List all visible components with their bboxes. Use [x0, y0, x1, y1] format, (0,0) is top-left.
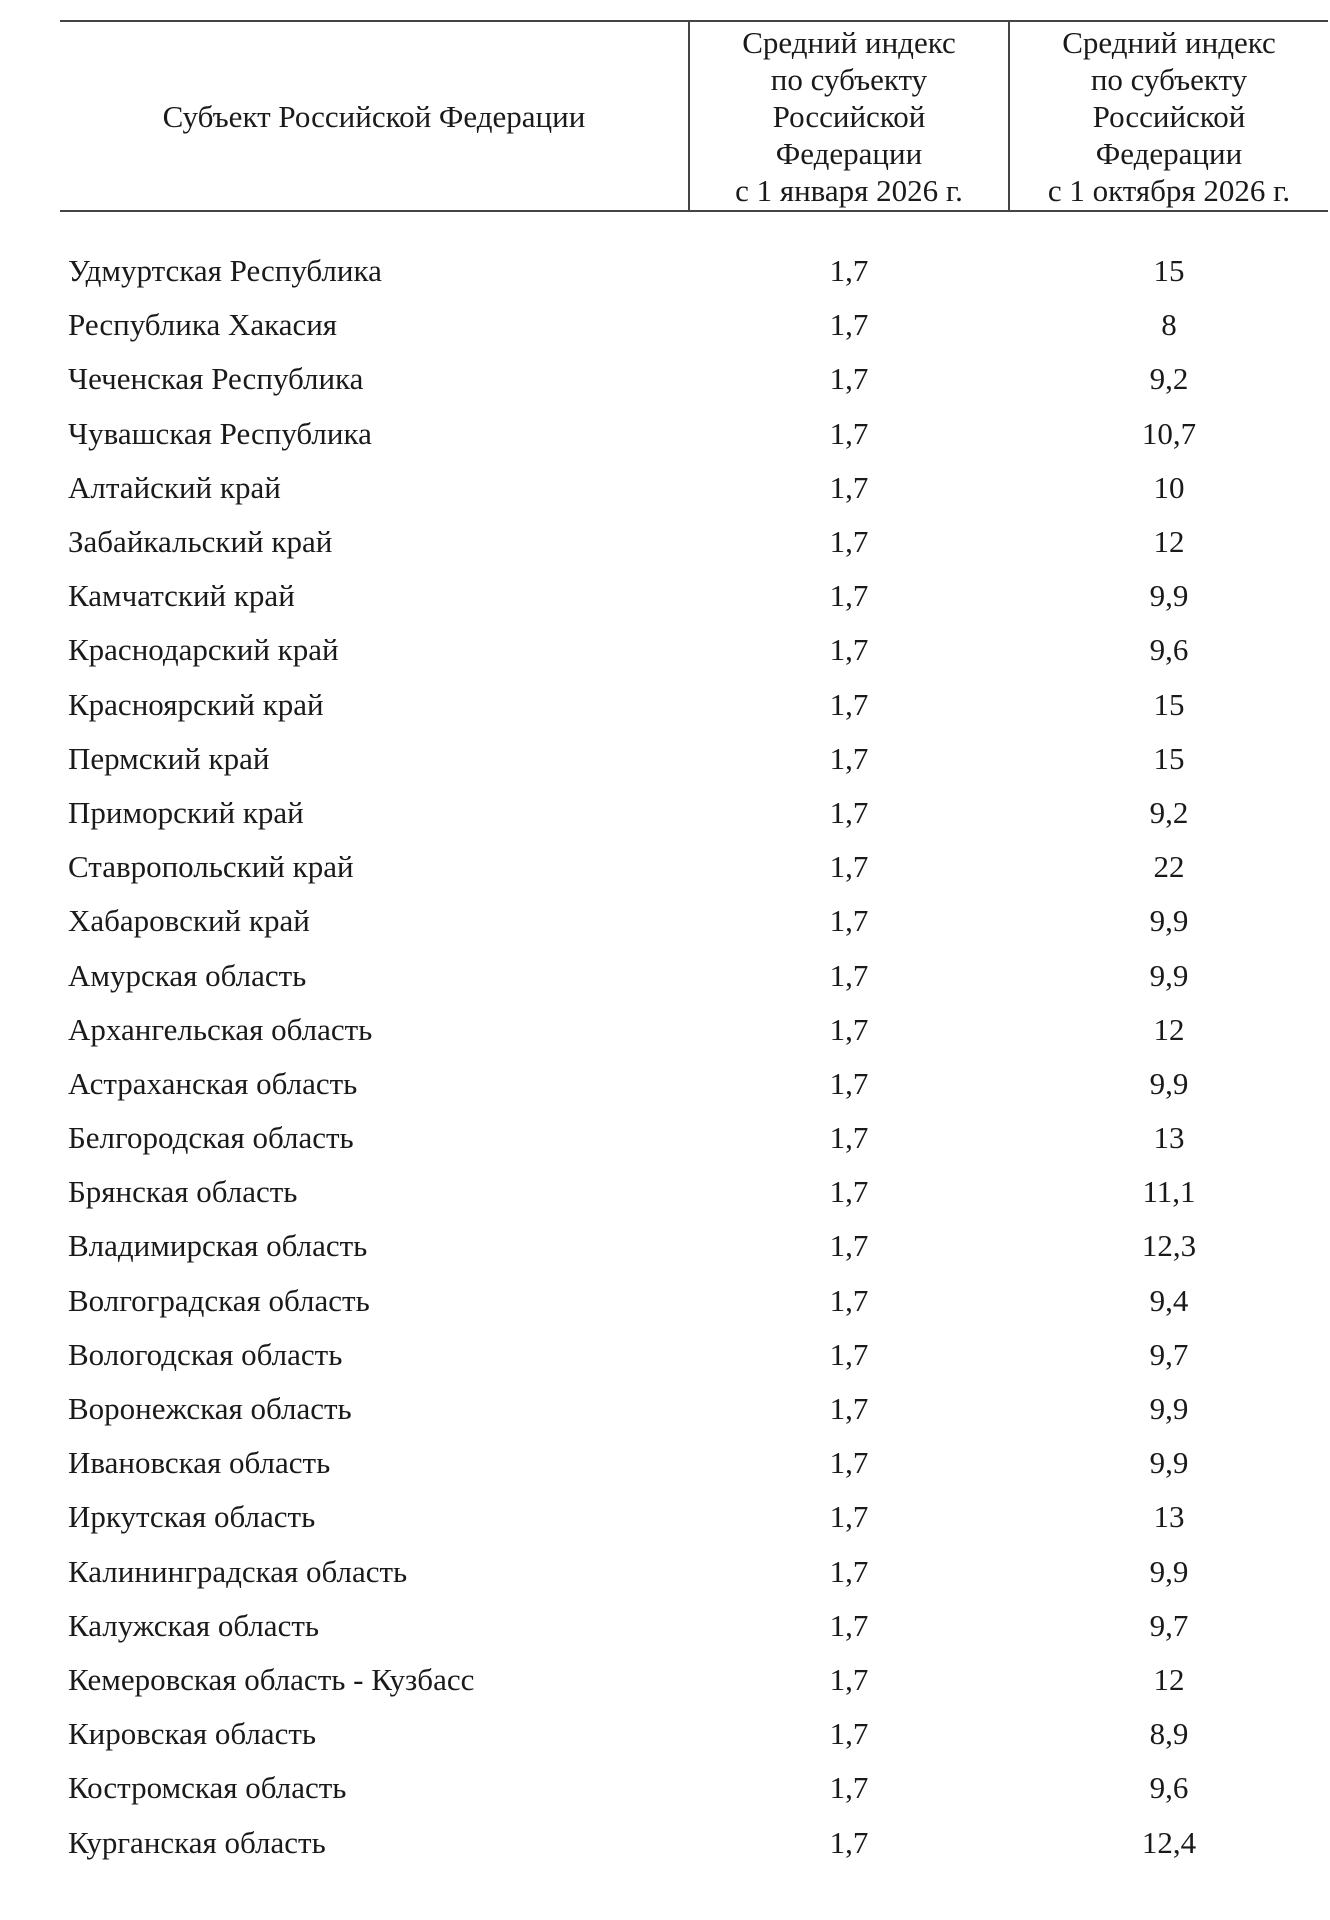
table-row: [60, 894, 1328, 948]
header-index-oct: [1008, 22, 1328, 210]
region-name-cell: Ставропольский край: [68, 849, 354, 885]
index-jan-cell: 1,7: [829, 1607, 869, 1643]
table-row: [60, 786, 1328, 840]
index-oct-cell: 12,4: [1141, 1824, 1197, 1860]
index-jan-cell: 1,7: [829, 632, 869, 668]
index-jan-cell: 1,7: [829, 1770, 869, 1806]
table-row: [60, 1219, 1328, 1273]
index-jan-cell: 1,7: [829, 903, 869, 939]
table-row: [60, 298, 1328, 352]
table-row: [60, 1815, 1328, 1869]
region-name-cell: Ивановская область: [68, 1445, 331, 1481]
table-row: [60, 1436, 1328, 1490]
region-name-cell: Приморский край: [68, 794, 304, 830]
region-name-cell: Пермский край: [68, 740, 270, 776]
header-index-jan-label: Средний индекс по субъекту Российской Федерации с 1 января 2026 г.: [735, 24, 963, 208]
index-oct-cell: 9,6: [1149, 1770, 1189, 1806]
index-jan-cell: 1,7: [829, 1174, 869, 1210]
header-index-oct-label: Средний индекс по субъекту Российской Федерации с 1 октября 2026 г.: [1047, 24, 1291, 208]
table-row: [60, 1490, 1328, 1544]
index-jan-cell: 1,7: [829, 1120, 869, 1156]
header-region-label: Субъект Российской Федерации: [162, 98, 586, 134]
index-jan-cell: 1,7: [829, 740, 869, 776]
index-jan-cell: 1,7: [829, 253, 869, 289]
region-name-cell: Чувашская Республика: [68, 415, 372, 451]
region-name-cell: Архангельская область: [68, 1011, 373, 1047]
region-name-cell: Воронежская область: [68, 1391, 352, 1427]
index-oct-cell: 8,9: [1149, 1716, 1189, 1752]
index-oct-cell: 9,9: [1149, 578, 1189, 614]
table-row: [60, 948, 1328, 1002]
table-row: [60, 1111, 1328, 1165]
region-name-cell: Белгородская область: [68, 1120, 354, 1156]
index-oct-cell: 9,2: [1149, 361, 1189, 397]
table-row: [60, 1057, 1328, 1111]
region-name-cell: Алтайский край: [68, 469, 281, 505]
table-row: [60, 1545, 1328, 1599]
region-name-cell: Вологодская область: [68, 1336, 343, 1372]
region-name-cell: Иркутская область: [68, 1499, 316, 1535]
index-jan-cell: 1,7: [829, 1282, 869, 1318]
index-oct-cell: 9,9: [1149, 957, 1189, 993]
header-region: [60, 22, 688, 210]
index-jan-cell: 1,7: [829, 307, 869, 343]
index-oct-cell: 9,4: [1149, 1282, 1189, 1318]
region-name-cell: Камчатский край: [68, 578, 295, 614]
region-name-cell: Чеченская Республика: [68, 361, 364, 397]
region-name-cell: Краснодарский край: [68, 632, 339, 668]
index-oct-cell: 15: [1153, 740, 1185, 776]
index-jan-cell: 1,7: [829, 524, 869, 560]
table-body: [60, 244, 1328, 1870]
region-name-cell: Курганская область: [68, 1824, 326, 1860]
table-row: [60, 1653, 1328, 1707]
index-oct-cell: 9,9: [1149, 1391, 1189, 1427]
index-oct-cell: 10,7: [1141, 415, 1197, 451]
index-jan-cell: 1,7: [829, 1228, 869, 1264]
region-name-cell: Красноярский край: [68, 686, 324, 722]
index-oct-cell: 9,9: [1149, 1445, 1189, 1481]
table-row: [60, 1382, 1328, 1436]
index-jan-cell: 1,7: [829, 957, 869, 993]
index-jan-cell: 1,7: [829, 1661, 869, 1697]
region-name-cell: Астраханская область: [68, 1065, 358, 1101]
table-row: [60, 352, 1328, 406]
index-jan-cell: 1,7: [829, 1011, 869, 1047]
region-name-cell: Владимирская область: [68, 1228, 368, 1264]
index-oct-cell: 9,6: [1149, 632, 1189, 668]
region-name-cell: Костромская область: [68, 1770, 347, 1806]
index-jan-cell: 1,7: [829, 1391, 869, 1427]
index-jan-cell: 1,7: [829, 578, 869, 614]
index-jan-cell: 1,7: [829, 1553, 869, 1589]
index-oct-cell: 11,1: [1142, 1174, 1196, 1210]
region-name-cell: Амурская область: [68, 957, 307, 993]
index-oct-cell: 8: [1161, 307, 1177, 343]
region-name-cell: Республика Хакасия: [68, 307, 338, 343]
index-jan-cell: 1,7: [829, 1336, 869, 1372]
index-oct-cell: 15: [1153, 686, 1185, 722]
table-row: [60, 732, 1328, 786]
table-row: [60, 1707, 1328, 1761]
table-row: [60, 1274, 1328, 1328]
index-jan-cell: 1,7: [829, 1065, 869, 1101]
region-name-cell: Кировская область: [68, 1716, 317, 1752]
region-name-cell: Калужская область: [68, 1607, 320, 1643]
index-oct-cell: 12: [1153, 1661, 1185, 1697]
region-name-cell: Удмуртская Республика: [68, 253, 382, 289]
table-row: [60, 1003, 1328, 1057]
table-row: [60, 1599, 1328, 1653]
table-row: [60, 407, 1328, 461]
index-oct-cell: 12: [1153, 524, 1185, 560]
index-jan-cell: 1,7: [829, 469, 869, 505]
index-jan-cell: 1,7: [829, 686, 869, 722]
region-name-cell: Волгоградская область: [68, 1282, 370, 1318]
index-oct-cell: 12,3: [1141, 1228, 1197, 1264]
table-row: [60, 1761, 1328, 1815]
index-oct-cell: 13: [1153, 1499, 1185, 1535]
index-oct-cell: 9,9: [1149, 1065, 1189, 1101]
index-jan-cell: 1,7: [829, 1499, 869, 1535]
index-oct-cell: 9,9: [1149, 1553, 1189, 1589]
index-jan-cell: 1,7: [829, 849, 869, 885]
table-row: [60, 678, 1328, 732]
table-row: [60, 840, 1328, 894]
index-jan-cell: 1,7: [829, 361, 869, 397]
region-name-cell: Забайкальский край: [68, 524, 333, 560]
header-index-jan: [688, 22, 1008, 210]
index-jan-cell: 1,7: [829, 794, 869, 830]
table-row: [60, 623, 1328, 677]
table-row: [60, 569, 1328, 623]
index-oct-cell: 9,9: [1149, 903, 1189, 939]
index-jan-cell: 1,7: [829, 415, 869, 451]
table-row: [60, 244, 1328, 298]
index-oct-cell: 9,2: [1149, 794, 1189, 830]
index-jan-cell: 1,7: [829, 1445, 869, 1481]
region-name-cell: Брянская область: [68, 1174, 298, 1210]
region-name-cell: Калининградская область: [68, 1553, 408, 1589]
index-oct-cell: 13: [1153, 1120, 1185, 1156]
index-oct-cell: 15: [1153, 253, 1185, 289]
table-row: [60, 461, 1328, 515]
region-name-cell: Кемеровская область - Кузбасс: [68, 1661, 475, 1697]
region-name-cell: Хабаровский край: [68, 903, 310, 939]
index-oct-cell: 10: [1153, 469, 1185, 505]
table-row: [60, 1165, 1328, 1219]
index-oct-cell: 9,7: [1149, 1607, 1189, 1643]
index-oct-cell: 12: [1153, 1011, 1185, 1047]
index-oct-cell: 22: [1153, 849, 1185, 885]
index-jan-cell: 1,7: [829, 1716, 869, 1752]
index-jan-cell: 1,7: [829, 1824, 869, 1860]
table-row: [60, 1328, 1328, 1382]
table-header: [60, 20, 1328, 212]
table-row: [60, 515, 1328, 569]
index-oct-cell: 9,7: [1149, 1336, 1189, 1372]
